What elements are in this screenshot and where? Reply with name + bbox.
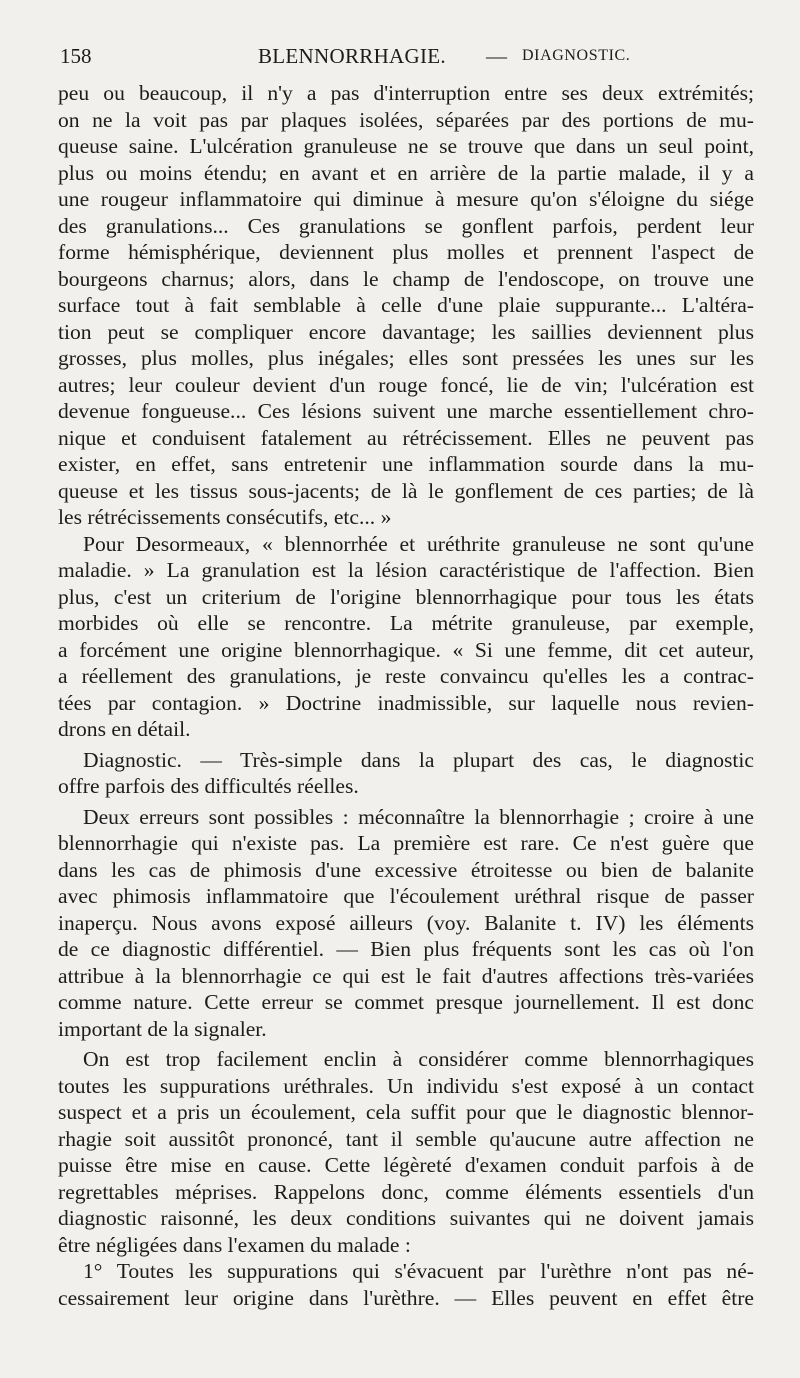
text-line: on ne la voit pas par plaques isolées, séparées par des portions de mu- [58,107,754,132]
text-line: rhagie soit aussitôt prononcé, tant il semble qu'aucune autre affection ne [58,1126,754,1151]
text-line: Deux erreurs sont possibles : méconnaître la blennorrhagie ; croire à une [83,804,754,829]
text-line: On est trop facilement enclin à considérer comme blennorrhagiques [83,1047,754,1071]
text-line: autres; leur couleur devient d'un rouge foncé, lie de vin; l'ulcération est [58,372,754,397]
text-line: attribue à la blennorrhagie ce qui est le fait d'autres affections très-variées [58,963,754,988]
running-title: BLENNORRHAGIE. [258,44,446,68]
text-line: exister, en effet, sans entretenir une inflammation sourde dans la mu- [58,452,754,476]
text-line: dans les cas de phimosis d'une excessive étroitesse ou bien de balanite [58,857,754,882]
text-line: a forcément une origine blennorrhagique. « Si une femme, dit cet auteur, [58,637,754,662]
text-line: queuse saine. L'ulcération granuleuse ne se trouve que dans un seul point, [58,134,754,158]
text-line: bourgeons charnus; alors, dans le champ de l'endoscope, on trouve une [58,266,754,291]
text-line: des granulations... Ces granulations se gonflent parfois, perdent leur [58,213,754,238]
text-line: forme hémisphérique, deviennent plus molles et prennent l'aspect de [58,240,754,264]
text-line: Pour Desormeaux, « blennorrhée et uréthrite granuleuse ne sont qu'une [83,531,754,556]
text-line: 1° Toutes les suppurations qui s'évacuent par l'urèthre n'ont pas né- [83,1259,754,1283]
section-heading-line: Diagnostic. — Très-simple dans la plupart des cas, le diagnostic [83,747,754,772]
text-line: plus, c'est un criterium de l'origine blennorrhagique pour tous les états [58,584,754,609]
text-line: avec phimosis inflammatoire que l'écoulement uréthral risque de passer [58,884,754,908]
running-subtitle: DIAGNOSTIC. [522,47,631,64]
text-line: morbides où elle se rencontre. La métrite granuleuse, par exemple, [58,611,754,635]
text-line: inaperçu. Nous avons exposé ailleurs (voy. Balanite t. IV) les éléments [58,910,754,935]
text-line: cessairement leur origine dans l'urèthre. — Elles peuvent en effet être [58,1285,754,1310]
header-separator: — [486,44,507,68]
body-text [58,80,754,1311]
text-line: grosses, plus molles, plus inégales; elles sont pressées les unes sur les [58,346,754,370]
text-line: plus ou moins étendu; en avant et en arrière de la partie malade, il y a [58,160,754,185]
text-line: blennorrhagie qui n'existe pas. La première est rare. Ce n'est guère que [58,831,754,855]
text-line: suspect et a pris un écoulement, cela suffit pour que le diagnostic blennor- [58,1100,754,1124]
text-line: offre parfois des difficultés réelles. [58,774,359,798]
text-line: les rétrécissements consécutifs, etc... » [58,505,392,529]
page-number: 158 [60,44,92,68]
text-line: comme nature. Cette erreur se commet presque journellement. Il est donc [58,990,754,1014]
text-line: surface tout à fait semblable à celle d'une plaie suppurante... L'altéra- [58,293,754,317]
text-line: tées par contagion. » Doctrine inadmissible, sur laquelle nous revien- [58,690,754,715]
text-line: a réellement des granulations, je reste convaincu qu'elles les a contrac- [58,664,754,688]
text-line: regrettables méprises. Rappelons donc, comme éléments essentiels d'un [58,1179,754,1204]
running-header [60,44,750,78]
text-line: maladie. » La granulation est la lésion caractéristique de l'affection. Bien [58,558,754,582]
text-line: tion peut se compliquer encore davantage; les saillies deviennent plus [58,319,754,344]
text-line: de ce diagnostic différentiel. — Bien plus fréquents sont les cas où l'on [58,937,754,961]
text-line: drons en détail. [58,717,191,741]
text-line: peu ou beaucoup, il n'y a pas d'interruption entre ses deux extrémités; [58,81,754,105]
text-line: une rougeur inflammatoire qui diminue à mesure qu'on s'éloigne du siége [58,187,754,211]
text-line: toutes les suppurations uréthrales. Un individu s'est exposé à un contact [58,1073,754,1098]
text-line: diagnostic raisonné, les deux conditions suivantes qui ne doivent jamais [58,1206,754,1230]
text-line: être négligées dans l'examen du malade : [58,1232,411,1257]
text-line: puisse être mise en cause. Cette légèreté d'examen conduit parfois à de [58,1153,754,1177]
text-line: important de la signaler. [58,1016,267,1041]
text-line: devenue fongueuse... Ces lésions suivent une marche essentiellement chro- [58,399,754,423]
text-line: nique et conduisent fatalement au rétrécissement. Elles ne peuvent pas [58,425,754,450]
text-line: queuse et les tissus sous-jacents; de là le gonflement de ces parties; de là [58,478,754,503]
